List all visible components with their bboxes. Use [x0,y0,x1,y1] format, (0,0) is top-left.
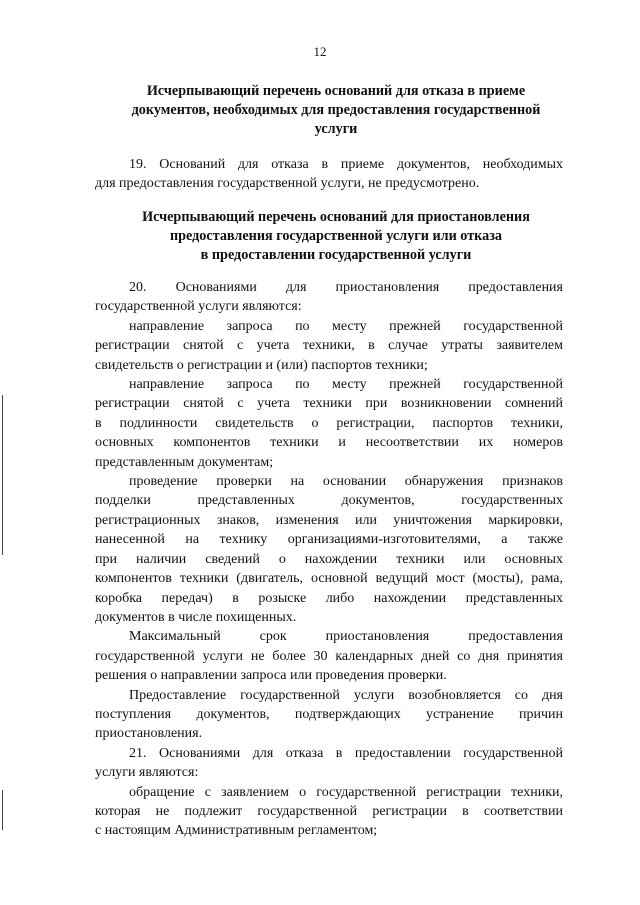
text-line: решения о направлении запроса или проведения проверки. [95,668,447,684]
scan-margin-mark [2,395,3,555]
text-line: проведение проверки на основании обнаружения признаков [129,474,563,490]
scan-margin-mark [2,790,3,830]
text-line: которая не подлежит государственной регистрации в соответствии [95,803,563,819]
text-line: документов в числе похищенных. [95,609,297,625]
text-line: свидетельств о регистрации и (или) паспортов техники; [95,357,428,373]
text-line: представленным документам; [95,454,274,470]
text-line: с настоящим Административным регламентом; [95,823,378,839]
text-line: при наличии сведений о нахождении техники или основных [95,551,563,567]
heading-line: услуги [314,121,358,137]
section-heading-refusal-acceptance [96,82,576,139]
text-line: направление запроса по месту прежней государственной [129,318,563,334]
text-line: приостановления. [95,726,203,742]
paragraph-20-21 [95,278,563,841]
text-line: Предоставление государственной услуги возобновляется со дня [129,687,563,703]
text-line: 19. Оснований для отказа в приеме документов, необходимых [129,157,563,172]
heading-line: в предоставлении государственной услуги [200,247,472,263]
text-line: 21. Основаниями для отказа в предоставлении государственной [129,745,563,761]
text-line: коробка передач) в розыске либо нахождении представленных [95,590,563,606]
text-line: подделки представленных документов, государственных [95,493,563,509]
text-line: государственной услуги не более 30 календарных дней со дня принятия [95,648,563,664]
text-line: основных компонентов техники и несоответствии их номеров [95,435,563,451]
text-line: направление запроса по месту прежней государственной [129,377,563,393]
paragraph-19 [95,155,563,194]
text-line: обращение с заявлением о государственной регистрации техники, [129,784,563,800]
text-line: компонентов техники (двигатель, основной ведущий мост (мосты), рама, [95,571,563,587]
text-line: государственной услуги являются: [95,299,302,315]
page-number: 12 [313,44,327,59]
heading-line: Исчерпывающий перечень оснований для приостановления [142,209,530,225]
text-line: для предоставления государственной услуги, не предусмотрено. [95,176,480,192]
text-line: Максимальный срок приостановления предоставления [129,629,563,645]
section-heading-suspension-refusal [96,208,576,265]
heading-line: предоставления государственной услуги или отказа [169,228,503,244]
text-line: регистрации снятой с учета техники, в случае утраты заявителем [95,338,563,354]
text-line: услуги являются: [95,765,199,781]
text-line: в подлинности свидетельств о регистрации, паспортов техники, [95,415,563,431]
heading-line: документов, необходимых для предоставления государственной [131,102,541,118]
text-line: 20. Основаниями для приостановления предоставления [129,280,563,295]
heading-line: Исчерпывающий перечень оснований для отказа в приеме [146,83,526,99]
text-line: регистрации снятой с учета техники при возникновении сомнений [95,396,563,412]
text-line: регистрационных знаков, изменения или уничтожения маркировки, [95,512,563,528]
text-line: поступления документов, подтверждающих устранение причин [95,706,563,722]
text-line: нанесенной на технику организациями-изготовителями, а также [95,532,563,548]
